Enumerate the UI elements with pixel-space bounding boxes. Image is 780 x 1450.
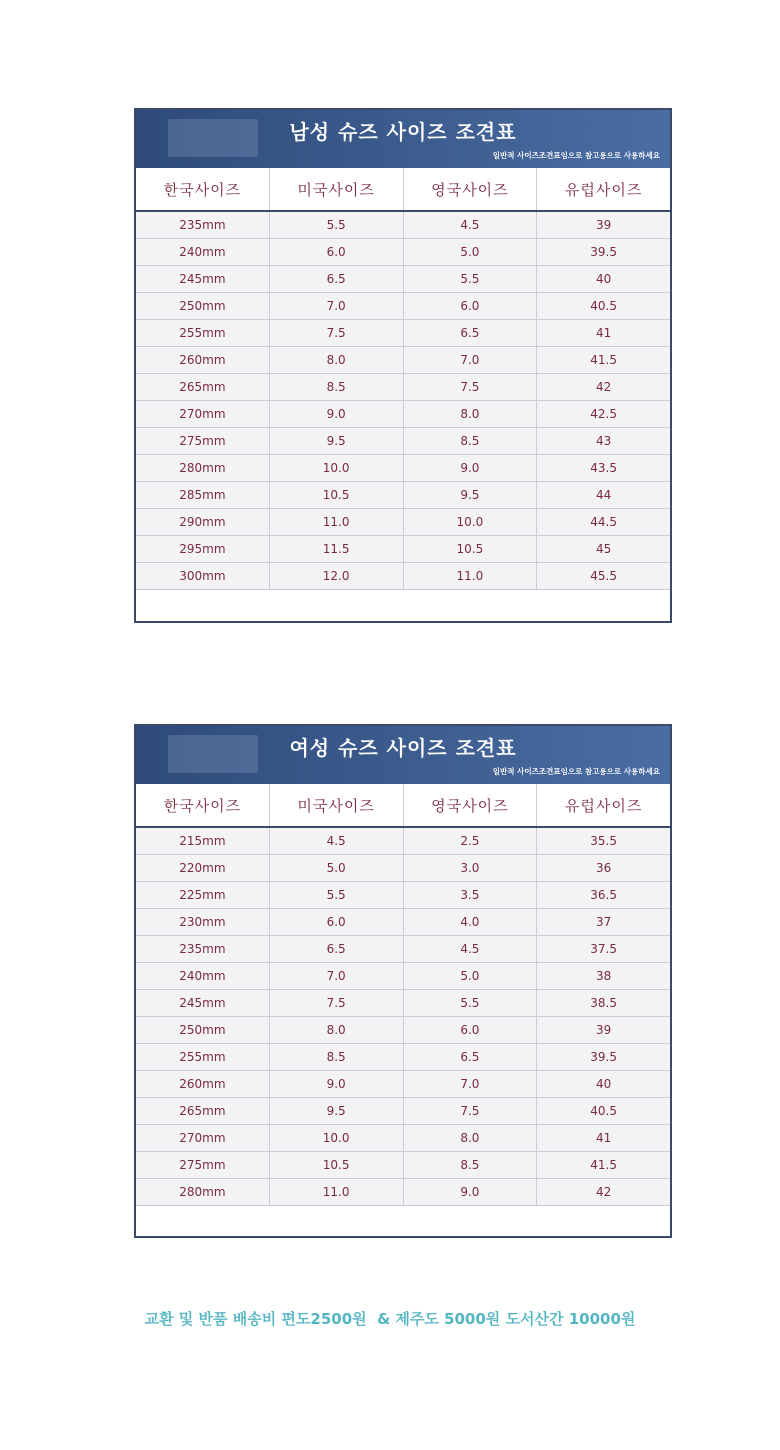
cell-eu-size: 39.5: [590, 1050, 617, 1064]
chart-title: 여성 슈즈 사이즈 조견표: [289, 736, 517, 760]
cell-korean-size: 240mm: [136, 963, 270, 989]
cell-us-size: 10.5: [270, 482, 404, 508]
table-row: [136, 1152, 670, 1179]
cell-korean-size: 215mm: [136, 828, 270, 854]
cell-uk-size: 6.5: [404, 1044, 538, 1070]
cell-korean-size: 285mm: [136, 482, 270, 508]
cell-korean-size: 250mm: [136, 1017, 270, 1043]
cell-eu-size: 39: [595, 1023, 612, 1037]
mens-size-chart: [134, 108, 672, 623]
cell-us-size: 11.0: [270, 1179, 404, 1205]
column-headers: [136, 784, 670, 828]
cell-uk-size: 8.5: [404, 428, 538, 454]
cell-korean-size: 260mm: [136, 1071, 270, 1097]
womens-size-chart: [134, 724, 672, 1238]
column-header-us: 미국사이즈: [270, 168, 404, 210]
table-row: [136, 1098, 670, 1125]
table-row: [136, 882, 670, 909]
table-row: [136, 212, 670, 239]
cell-us-size: 7.5: [270, 320, 404, 346]
cell-uk-size: 5.5: [404, 990, 538, 1016]
table-row: [136, 1044, 670, 1071]
column-header-uk: 영국사이즈: [404, 784, 538, 826]
table-row: [136, 239, 670, 266]
cell-uk-size: 9.0: [404, 1179, 538, 1205]
cell-korean-size: 220mm: [136, 855, 270, 881]
cell-uk-size: 3.0: [404, 855, 538, 881]
table-row: [136, 536, 670, 563]
cell-korean-size: 245mm: [136, 266, 270, 292]
cell-us-size: 5.0: [270, 855, 404, 881]
cell-us-size: 9.5: [270, 428, 404, 454]
cell-korean-size: 225mm: [136, 882, 270, 908]
cell-us-size: 8.0: [270, 1017, 404, 1043]
cell-eu-size: 35.5: [590, 834, 617, 848]
cell-eu-size: 41: [595, 1131, 612, 1145]
cell-korean-size: 280mm: [136, 1179, 270, 1205]
table-row: [136, 1071, 670, 1098]
cell-uk-size: 4.5: [404, 212, 538, 238]
table-row: [136, 563, 670, 590]
cell-us-size: 9.0: [270, 1071, 404, 1097]
cell-us-size: 9.5: [270, 1098, 404, 1124]
table-body: [136, 212, 670, 590]
cell-us-size: 10.0: [270, 455, 404, 481]
cell-eu-size: 40.5: [590, 299, 617, 313]
cell-korean-size: 245mm: [136, 990, 270, 1016]
cell-us-size: 8.5: [270, 1044, 404, 1070]
cell-korean-size: 255mm: [136, 1044, 270, 1070]
cell-korean-size: 295mm: [136, 536, 270, 562]
table-row: [136, 293, 670, 320]
cell-korean-size: 255mm: [136, 320, 270, 346]
cell-eu-size: 36.5: [590, 888, 617, 902]
cell-korean-size: 275mm: [136, 428, 270, 454]
cell-us-size: 5.5: [270, 882, 404, 908]
table-row: [136, 936, 670, 963]
cell-eu-size: 40: [595, 272, 612, 286]
cell-uk-size: 5.0: [404, 239, 538, 265]
cell-uk-size: 7.0: [404, 1071, 538, 1097]
cell-eu-size: 38.5: [590, 996, 617, 1010]
column-header-uk: 영국사이즈: [404, 168, 538, 210]
table-row: [136, 990, 670, 1017]
chart-header: [136, 726, 670, 784]
cell-eu-size: 41.5: [590, 1158, 617, 1172]
cell-us-size: 4.5: [270, 828, 404, 854]
cell-eu-size: 40.5: [590, 1104, 617, 1118]
cell-uk-size: 6.0: [404, 1017, 538, 1043]
cell-uk-size: 7.0: [404, 347, 538, 373]
table-row: [136, 401, 670, 428]
cell-korean-size: 230mm: [136, 909, 270, 935]
cell-uk-size: 9.0: [404, 455, 538, 481]
cell-eu-size: 43: [595, 434, 612, 448]
cell-us-size: 5.5: [270, 212, 404, 238]
cell-uk-size: 11.0: [404, 563, 538, 589]
column-headers: [136, 168, 670, 212]
cell-eu-size: 39.5: [590, 245, 617, 259]
cell-korean-size: 235mm: [136, 936, 270, 962]
cell-uk-size: 4.5: [404, 936, 538, 962]
table-body: [136, 828, 670, 1206]
table-row: [136, 828, 670, 855]
cell-uk-size: 5.5: [404, 266, 538, 292]
chart-note: 일반적 사이즈조견표임으로 참고용으로 사용하세요: [492, 151, 660, 160]
table-row: [136, 482, 670, 509]
cell-us-size: 6.0: [270, 909, 404, 935]
chart-header: [136, 110, 670, 168]
cell-uk-size: 7.5: [404, 1098, 538, 1124]
cell-eu-size: 45.5: [590, 569, 617, 583]
cell-korean-size: 280mm: [136, 455, 270, 481]
cell-eu-size: 37: [595, 915, 612, 929]
table-row: [136, 509, 670, 536]
cell-us-size: 8.0: [270, 347, 404, 373]
table-row: [136, 428, 670, 455]
table-row: [136, 320, 670, 347]
table-row: [136, 855, 670, 882]
column-header-eu: 유럽사이즈: [564, 796, 643, 815]
cell-eu-size: 41.5: [590, 353, 617, 367]
cell-eu-size: 45: [595, 542, 612, 556]
cell-korean-size: 275mm: [136, 1152, 270, 1178]
cell-korean-size: 270mm: [136, 401, 270, 427]
cell-uk-size: 6.0: [404, 293, 538, 319]
cell-eu-size: 43.5: [590, 461, 617, 475]
chart-title: 남성 슈즈 사이즈 조견표: [289, 120, 517, 144]
table-row: [136, 1125, 670, 1152]
cell-uk-size: 10.0: [404, 509, 538, 535]
cell-us-size: 6.5: [270, 266, 404, 292]
cell-uk-size: 4.0: [404, 909, 538, 935]
cell-korean-size: 260mm: [136, 347, 270, 373]
cell-uk-size: 3.5: [404, 882, 538, 908]
cell-uk-size: 8.5: [404, 1152, 538, 1178]
table-row: [136, 374, 670, 401]
cell-uk-size: 6.5: [404, 320, 538, 346]
cell-korean-size: 290mm: [136, 509, 270, 535]
cell-uk-size: 5.0: [404, 963, 538, 989]
cell-uk-size: 8.0: [404, 1125, 538, 1151]
cell-eu-size: 36: [595, 861, 612, 875]
cell-eu-size: 37.5: [590, 942, 617, 956]
shipping-fee-notice: 교환 및 반품 배송비 편도2500원 & 제주도 5000원 도서산간 10000원: [144, 1310, 636, 1328]
cell-korean-size: 250mm: [136, 293, 270, 319]
cell-uk-size: 10.5: [404, 536, 538, 562]
cell-us-size: 6.5: [270, 936, 404, 962]
cell-us-size: 8.5: [270, 374, 404, 400]
cell-us-size: 9.0: [270, 401, 404, 427]
cell-korean-size: 300mm: [136, 563, 270, 589]
table-row: [136, 1179, 670, 1206]
cell-korean-size: 265mm: [136, 1098, 270, 1124]
cell-us-size: 10.5: [270, 1152, 404, 1178]
table-row: [136, 909, 670, 936]
column-header-eu: 유럽사이즈: [564, 180, 643, 199]
cell-korean-size: 235mm: [136, 212, 270, 238]
table-row: [136, 347, 670, 374]
cell-eu-size: 40: [595, 1077, 612, 1091]
cell-uk-size: 2.5: [404, 828, 538, 854]
cell-us-size: 11.5: [270, 536, 404, 562]
cell-us-size: 11.0: [270, 509, 404, 535]
cell-eu-size: 44: [595, 488, 612, 502]
cell-eu-size: 41: [595, 326, 612, 340]
cell-eu-size: 38: [595, 969, 612, 983]
cell-eu-size: 39: [595, 218, 612, 232]
cell-us-size: 6.0: [270, 239, 404, 265]
column-header-korean: 한국사이즈: [136, 168, 270, 210]
cell-us-size: 7.0: [270, 293, 404, 319]
cell-eu-size: 42: [595, 380, 612, 394]
cell-us-size: 10.0: [270, 1125, 404, 1151]
cell-uk-size: 8.0: [404, 401, 538, 427]
cell-korean-size: 270mm: [136, 1125, 270, 1151]
column-header-us: 미국사이즈: [270, 784, 404, 826]
chart-note: 일반적 사이즈조견표임으로 참고용으로 사용하세요: [492, 767, 660, 776]
cell-korean-size: 240mm: [136, 239, 270, 265]
cell-uk-size: 9.5: [404, 482, 538, 508]
column-header-korean: 한국사이즈: [136, 784, 270, 826]
cell-us-size: 7.5: [270, 990, 404, 1016]
cell-us-size: 7.0: [270, 963, 404, 989]
table-row: [136, 1017, 670, 1044]
cell-eu-size: 42: [595, 1185, 612, 1199]
cell-uk-size: 7.5: [404, 374, 538, 400]
table-row: [136, 963, 670, 990]
table-row: [136, 455, 670, 482]
cell-eu-size: 42.5: [590, 407, 617, 421]
cell-us-size: 12.0: [270, 563, 404, 589]
cell-eu-size: 44.5: [590, 515, 617, 529]
table-row: [136, 266, 670, 293]
cell-korean-size: 265mm: [136, 374, 270, 400]
